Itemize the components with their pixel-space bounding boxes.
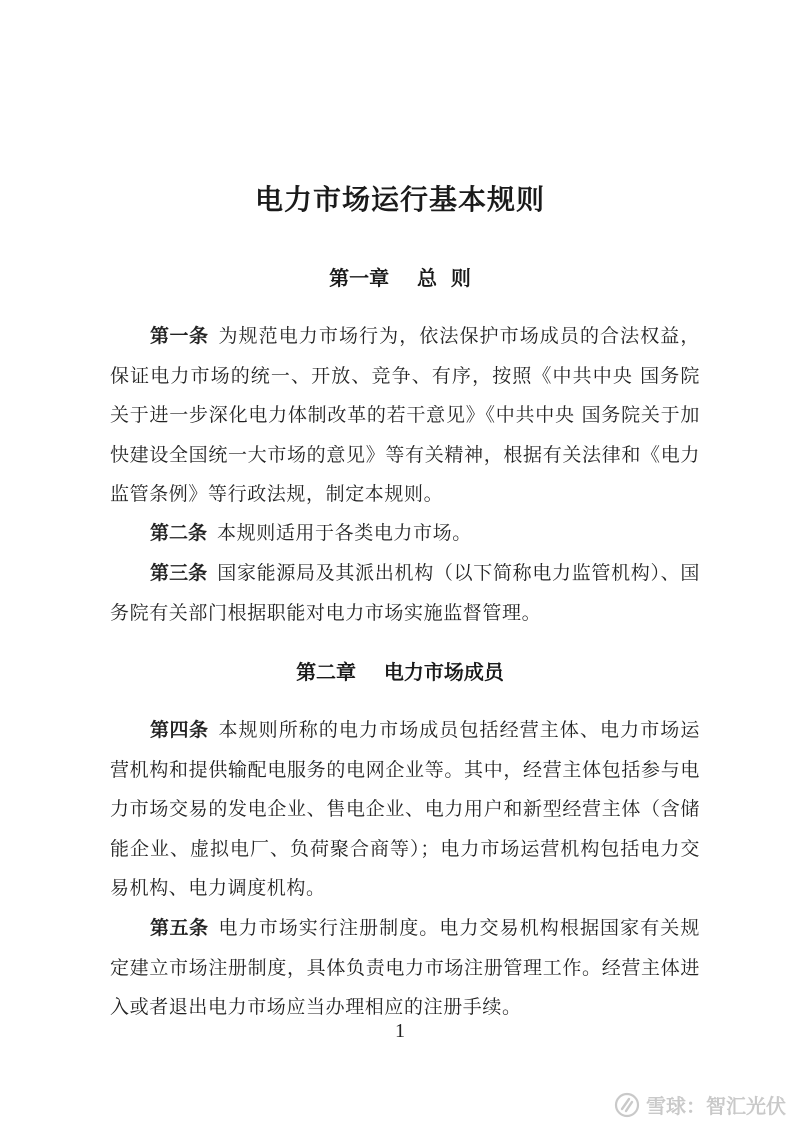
article-3 [110, 554, 700, 633]
article-1-text: 为规范电力市场行为，依法保护市场成员的合法权益，保证电力市场的统一、开放、竞争、有序，按照《中共中央 国务院关于进一步深化电力体制改革的若干意见》《中共中央 国务院关于加快建设全国统一大市场的意见》等有关精神，根据有关法律和《电力监管条例》等行政法规，制定本规则。 [110, 325, 700, 505]
article-4 [110, 711, 700, 909]
watermark-text: 雪球：智汇光伏 [646, 1094, 786, 1118]
article-4-label: 第四条 [150, 719, 209, 741]
article-4-text: 本规则所称的电力市场成员包括经营主体、电力市场运营机构和提供输配电服务的电网企业等。其中，经营主体包括参与电力市场交易的发电企业、售电企业、电力用户和新型经营主体（含储能企业、虚拟电厂、负荷聚合商等）；电力市场运营机构包括电力交易机构、电力调度机构。 [110, 719, 700, 899]
article-5 [110, 909, 700, 1028]
snowball-logo-icon [614, 1092, 640, 1118]
article-5-text: 电力市场实行注册制度。电力交易机构根据国家有关规定建立市场注册制度，具体负责电力市场注册管理工作。经营主体进入或者退出电力市场应当办理相应的注册手续。 [110, 917, 700, 1018]
article-2-label: 第二条 [150, 522, 208, 544]
article-1 [110, 317, 700, 515]
watermark [614, 1090, 786, 1119]
article-1-label: 第一条 [150, 325, 209, 347]
chapter-heading-1: 第一章 总 则 [329, 266, 471, 290]
article-3-text: 国家能源局及其派出机构（以下简称电力监管机构）、国务院有关部门根据职能对电力市场实施监督管理。 [110, 562, 700, 624]
page-number: 1 [395, 1020, 405, 1042]
document-title: 电力市场运行基本规则 [254, 183, 545, 216]
article-2-text: 本规则适用于各类电力市场。 [217, 522, 472, 544]
article-3-label: 第三条 [150, 562, 208, 584]
article-5-label: 第五条 [150, 917, 209, 939]
article-2 [110, 514, 700, 554]
chapter-heading-2: 第二章 电力市场成员 [296, 660, 504, 684]
